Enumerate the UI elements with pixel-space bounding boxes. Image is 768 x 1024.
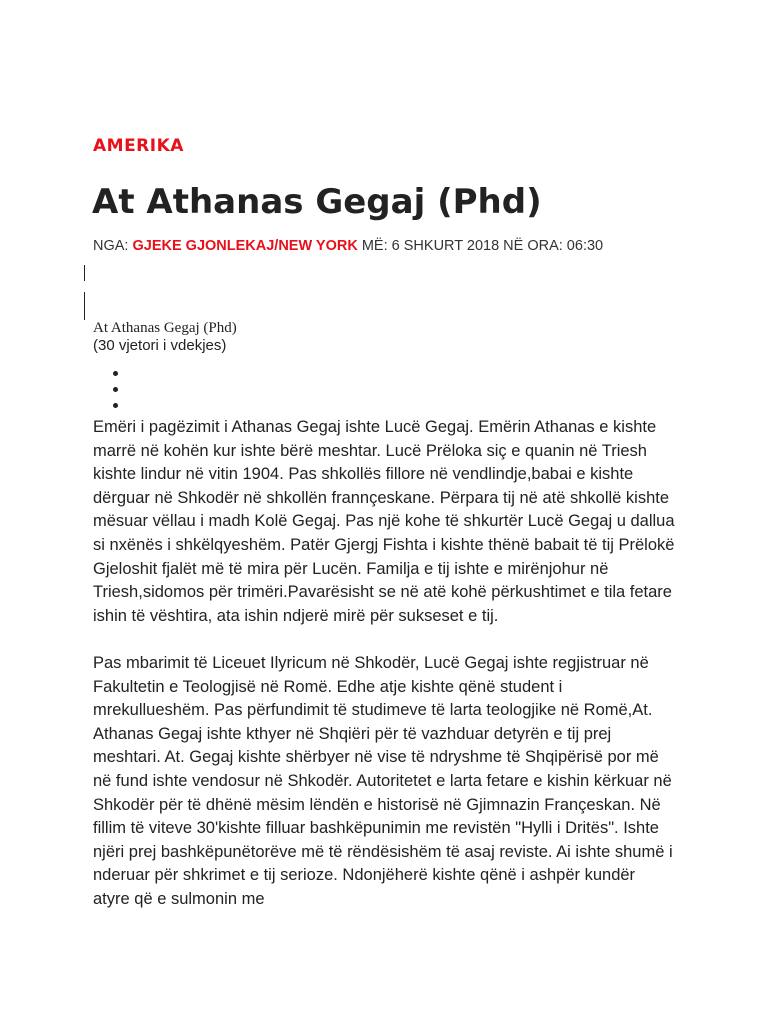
article-paragraph: Emëri i pagëzimit i Athanas Gegaj ishte Lucë Gegaj. Emërin Athanas e kishte marrë në kohën kur ishte bërë meshtar. Lucë Prëloka siç e quanin në Triesh kishte lindur në vitin 1904. Pas shkollës fillore në vendlindje,babai e kishte dërguar në Shkodër në shkollën frannçeskane. Përpara tij në atë shkollë kishte mësuar vëllau i madh Kolë Gegaj. Pas një kohe të shkurtër Lucë Gegaj u dallua si nxënës i shkëlqyeshëm. Patër Gjergj Fishta i kishte thënë babait të tij Prëlokë Gjeloshit fjalët më të mira për Lucën. Familja e tij ishte e mirënjohur në Triesh,sidomos për trimëri.Pavarësisht se në atë kohë përkushtimet e tila fetare ishin të vështira, ata ishin ndjerë mirë për sukseset e tij. (93, 418, 675, 625)
article-paragraph: Pas mbarimit të Liceuet Ilyricum në Shkodër, Lucë Gegaj ishte regjistruar në Fakultetin e Teologjisë në Romë. Edhe atje kishte qënë student i mrekullueshëm. Pas përfundimit të studimeve të larta teologjike në Romë,At. Athanas Gegaj ishte kthyer në Shqiëri për të vazhduar detyrën e tij prej meshtari. At. Gegaj kishte shërbyer në vise të ndryshme të Shqipërisë por më në fund ishte vendosur në Shkodër. Autoritetet e larta fetare e kishin kërkuar në Shkodër për të dhënë mësim lëndën e historisë në Gjimnazin Françeskan. Në fillim të viteve 30'kishte filluar bashkëpunimin me revistën "Hylli i Dritës". Ishte njëri prej bashkëpunëtorëve më të rëndësishëm të asaj reviste. Ai ishte shumë i nderuar për shkrimet e tij serioze. Ndonjëherë kishte qënë i ashpër kundër atyre që e sulmonin me (93, 653, 673, 908)
caption-title: At Athanas Gegaj (Phd) (93, 320, 237, 336)
byline-date: MË: 6 SHKURT 2018 NË ORA: 06:30 (357, 238, 604, 254)
text-cursor-1 (84, 265, 85, 281)
caption-subtitle: (30 vjetori i vdekjes) (93, 337, 227, 354)
byline-prefix: NGA: (93, 238, 133, 254)
text-cursor-2 (84, 292, 85, 320)
article-title: At Athanas Gegaj (Phd) (92, 182, 542, 222)
image-caption (93, 320, 237, 354)
byline (93, 238, 603, 254)
category-label[interactable]: AMERIKA (93, 136, 184, 156)
byline-author[interactable]: GJEKE GJONLEKAJ/NEW YORK (132, 238, 358, 254)
article-body (93, 416, 675, 935)
